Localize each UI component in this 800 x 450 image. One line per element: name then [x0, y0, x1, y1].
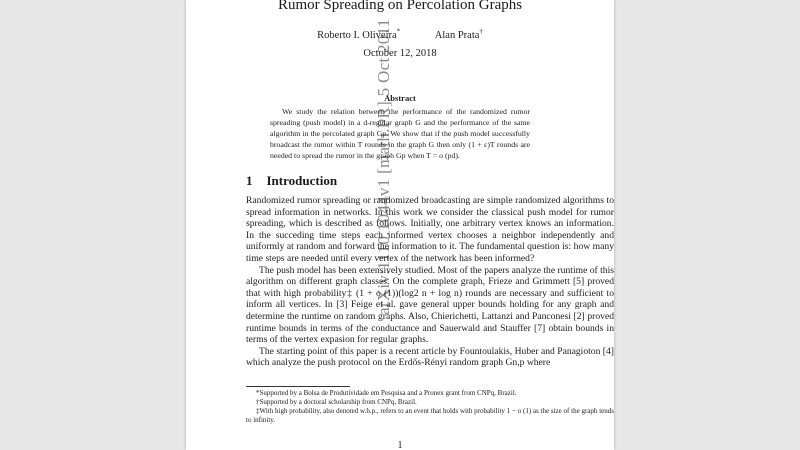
footnotes [246, 389, 614, 425]
author-list [186, 27, 614, 41]
abstract-heading: Abstract [384, 93, 416, 103]
footnote-rule [246, 386, 350, 387]
paragraph: Randomized rumor spreading or randomized broadcasting are simple randomized algorithms to spread information in networks. In this work we consider the classical push model for rumor spreading, which is described as follows. Initially, one arbitrary vertex knows an information. In the succeding time steps each informed vertex chooses a neighbor independently and uniformly at random and forward the information to it. The fundamental question is: how many time steps are needed until every vertex of the network has been informed? [246, 195, 614, 264]
paper-title: Rumor Spreading on Percolation Graphs [277, 0, 523, 13]
footnote: *Supported by a Bolsa de Produtividade em Pesquisa and a Pronex grant from CNPq, Brazil. [256, 389, 517, 397]
section-heading [246, 173, 337, 189]
footnote: ‡With high probability, also denoted w.h.p., refers to an event that holds with probability 1 − o (1) as the size of the graph tends to infinity. [246, 407, 614, 424]
abstract-text: We study the relation between the performance of the randomized rumor spreading (push model) in a d-regular graph G and the performance of the same algorithm in the percolated graph Gp. We show that if the push model successfully broadcast the rumor within T rounds in the graph G then only (1 + ε)T rounds are needed to spread the rumor in the graph Gp when T = o (pd). [270, 107, 530, 160]
paper-page [186, 0, 614, 450]
paragraph: The push model has been extensively studied. Most of the papers analyze the runtime of this algorithm on different graph classes. On the complete graph, Frieze and Grimmett [5] proved that with high probability‡ (1 + o (1))(log2 n + log n) rounds are necessary and sufficient to inform all vertices. In [3] Feige et al. gave general upper bounds holding for any graph and determine the runtime on random graphs. Also, Chierichetti, Lattanzi and Panconesi [2] proved runtime bounds in terms of the conductance and Sauerwald and Stauffer [7] obtain bounds in terms of the vertex expasion for regular graphs. [246, 264, 614, 346]
page-number: 1 [397, 440, 403, 450]
section-number: 1 [246, 173, 253, 188]
section-title: Introduction [266, 173, 338, 188]
paragraph: The starting point of this paper is a recent article by Fountoulakis, Huber and Panagioton [4] which analyze the push protocol on the Erdős-Rényi random graph Gn,p where [246, 345, 614, 369]
author: Roberto I. Oliveira* [317, 27, 401, 41]
arxiv-stamp-text: arXiv:1110.1044v1 [math.PR] 5 Oct 2011 [374, 18, 393, 315]
author: Alan Prata† [434, 27, 483, 41]
footnote: †Supported by a doctoral scholarship from CNPq, Brazil. [256, 398, 417, 406]
section-body [246, 195, 614, 369]
paper-date: October 12, 2018 [363, 48, 437, 59]
